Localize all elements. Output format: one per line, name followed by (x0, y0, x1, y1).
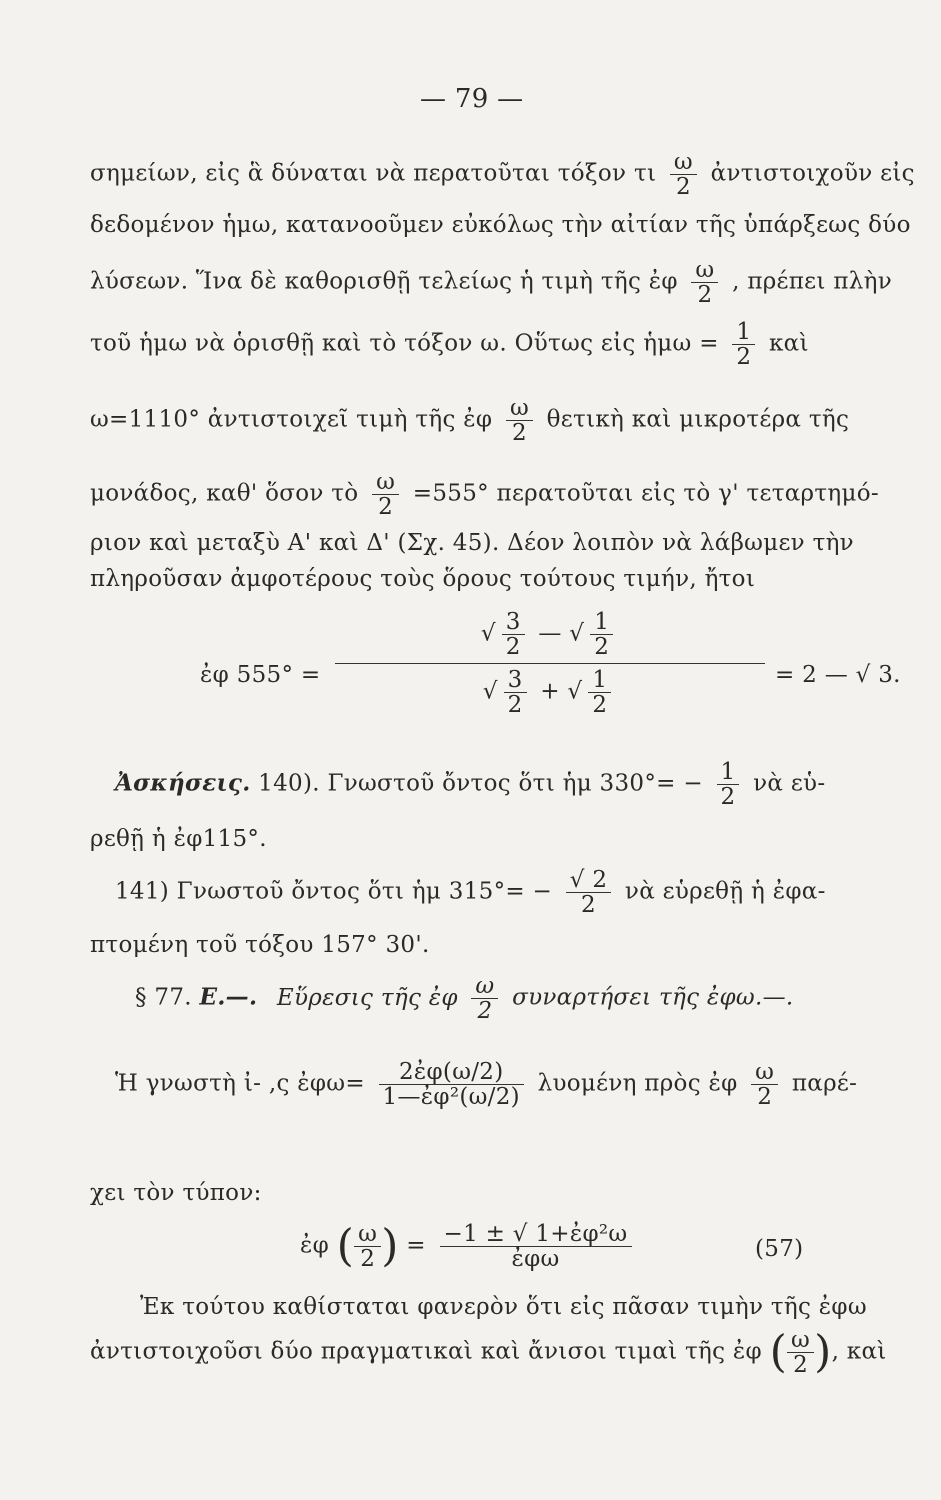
formula-main-fraction: √ $\frac{3}{2}$ — √ $\frac{1}{2}$ √ $\frac{3}{2}$ + √ $\frac{1}{2}$ (335, 610, 765, 718)
text-segment: σημείων, εἰς ἃ δύναται νὰ περατοῦται τόξον τι (90, 160, 657, 187)
text-line-6: μονάδος, καθ' ὅσον τὸ $\frac{\omega}{2}$ =555° περατοῦται εἰς τὸ γ' τεταρτημό- (90, 469, 879, 521)
text-line-8: πληροῦσαν ἀμφοτέρους τοὺς ὅρους τούτους τιμήν, ἤτοι (90, 566, 756, 592)
text-line-4: τοῦ ἡμω νὰ ὁρισθῇ καὶ τὸ τόξον ω. Οὕτως εἰς ἡμω = $\frac{1}{2}$ καὶ (90, 319, 809, 371)
formula-57: ἐφ ( $\frac{\omega}{2}$ ) = $\frac{\text{−1 ± √ 1+ἐφ²ω}}{\text{ἐφω}}$ (300, 1222, 638, 1271)
text-segment: ἀντιστοιχοῦν εἰς (710, 160, 915, 187)
page: — 79 — σημείων, εἰς ἃ δύναται νὰ περατοῦται τόξον τι $\frac{\omega}{2}$ ἀντιστοιχοῦν εἰς δεδομένον ἡμω, κατανοοῦμεν εὐκόλως τὴν αἰτίαν τῆς ὑπάρξεως δύο λύσεων. Ἵνα δὲ καθορισθῇ τελείως ἡ τιμὴ τῆς ἐφ $\frac{\omega}{2}$ , πρέπει πλὴν τοῦ ἡμω νὰ ὁρισθῇ καὶ τὸ τόξον ω. Οὕτως εἰς ἡμω = $\frac{1}{2}$ καὶ ω=1110° ἀντιστοιχεῖ τιμὴ τῆς ἐφ $\frac{\omega}{2}$ θετικὴ καὶ μικροτέρα τῆς μονάδος, καθ' ὅσον τὸ $\frac{\omega}{2}$ =555° περατοῦται εἰς τὸ γ' τεταρτημό- ριον καὶ μεταξὺ Α' καὶ Δ' (Σχ. 45). Δέον λοιπὸν νὰ λάβωμεν τὴν πληροῦσαν ἀμφοτέρους τοὺς ὅρους τούτους τιμήν, ἤτοι ἐφ 555° = √ $\frac{3}{2}$ — √ $\frac{1}{2}$ √ $\frac{3}{2}$ + √ $\frac{1}{2}$ = 2 — √ 3. Ἀσκήσεις. 140). Γνωστοῦ ὄντος ὅτι ἡμ 330°= − $\frac{1}{2}$ νὰ εὑ- ρεθῇ ἡ ἐφ115°. 141) Γνωστοῦ ὄντος ὅτι ἡμ 315°= − $\frac{√ 2}{2}$ νὰ εὑρεθῇ ἡ ἐφα- πτομένη τοῦ τόξου 157° 30'. § 77. Ε.—. Εὕρεσις τῆς ἐφ $\frac{\omega}{2}$ συναρτήσει τῆς ἐφω.—. Ἡ γνωστὴ ἰ- ,ς ἐφω= $\frac{\text{2ἐφ(ω/2)}}{\text{1—ἐφ²(ω/2)}}$ λυομένη πρὸς ἐφ $\frac{\omega}{2}$ παρέ- χει τὸν τύπον: ἐφ ( $\frac{\omega}{2}$ ) = $\frac{\text{−1 ± √ 1+ἐφ²ω}}{\text{ἐφω}}$ (57) Ἐκ τούτου καθίσταται φανερὸν ὅτι εἰς πᾶσαν τιμὴν τῆς ἐφω ἀντιστοιχοῦσι δύο πραγματικαὶ καὶ ἄνισοι τιμαὶ τῆς ἐφ ( $\frac{\omega}{2}$ ), καὶ (90, 84, 915, 1379)
equation-number: (57) (755, 1236, 804, 1262)
fraction: $\frac{\omega}{2}$ (372, 470, 399, 519)
fraction: $\frac{\omega}{2}$ (691, 258, 718, 307)
text-line-3: λύσεων. Ἵνα δὲ καθορισθῇ τελείως ἡ τιμὴ τῆς ἐφ $\frac{\omega}{2}$ , πρέπει πλὴν (90, 257, 892, 309)
text-line-7: ριον καὶ μεταξὺ Α' καὶ Δ' (Σχ. 45). Δέον λοιπὸν νὰ λάβωμεν τὴν (90, 530, 854, 556)
fraction: $\frac{\omega}{2}$ (506, 396, 533, 445)
text-line-formula-intro: χει τὸν τύπον: (90, 1180, 262, 1206)
text-line-final-1: Ἐκ τούτου καθίσταται φανερὸν ὅτι εἰς πᾶσαν τιμὴν τῆς ἐφω (140, 1294, 867, 1320)
exercise-141: 141) Γνωστοῦ ὄντος ὅτι ἡμ 315°= − $\frac{√ 2}{2}$ νὰ εὑρεθῇ ἡ ἐφα- (115, 867, 826, 919)
fraction: $\frac{\omega}{2}$ (471, 974, 498, 1023)
text-line-final-2: ἀντιστοιχοῦσι δύο πραγματικαὶ καὶ ἄνισοι τιμαὶ τῆς ἐφ ( $\frac{\omega}{2}$ ), καὶ (90, 1326, 887, 1379)
section-heading: § 77. Ε.—. Εὕρεσις τῆς ἐφ $\frac{\omega}{2}$ συναρτήσει τῆς ἐφω.—. (135, 973, 794, 1025)
formula-double-angle: Ἡ γνωστὴ ἰ- ,ς ἐφω= $\frac{\text{2ἐφ(ω/2)}}{\text{1—ἐφ²(ω/2)}}$ λυομένη πρὸς ἐφ $\frac{\omega}{2}$ παρέ- (115, 1059, 858, 1111)
exercise-140-cont: ρεθῇ ἡ ἐφ115°. (90, 826, 267, 852)
fraction: $\frac{\text{2ἐφ(ω/2)}}{\text{1—ἐφ²(ω/2)}}$ (379, 1060, 524, 1109)
exercise-141-cont: πτομένη τοῦ τόξου 157° 30'. (90, 932, 430, 958)
fraction: $\frac{1}{2}$ (717, 760, 740, 809)
text-line-5: ω=1110° ἀντιστοιχεῖ τιμὴ τῆς ἐφ $\frac{\omega}{2}$ θετικὴ καὶ μικροτέρα τῆς (90, 395, 850, 447)
fraction: $\frac{\text{−1 ± √ 1+ἐφ²ω}}{\text{ἐφω}}$ (440, 1222, 632, 1271)
page-number: — 79 — (420, 84, 524, 114)
fraction: $\frac{\omega}{2}$ (751, 1060, 778, 1109)
fraction: $\frac{√ 2}{2}$ (566, 868, 612, 917)
fraction: $\frac{1}{2}$ (732, 320, 755, 369)
fraction: $\frac{\omega}{2}$ (670, 150, 697, 199)
text-line-1 (90, 150, 915, 199)
text-line-2: δεδομένον ἡμω, κατανοοῦμεν εὐκόλως τὴν αἰτίαν τῆς ὑπάρξεως δύο (90, 212, 911, 238)
exercise-140: Ἀσκήσεις. 140). Γνωστοῦ ὄντος ὅτι ἡμ 330°= − $\frac{1}{2}$ νὰ εὑ- (115, 759, 826, 811)
